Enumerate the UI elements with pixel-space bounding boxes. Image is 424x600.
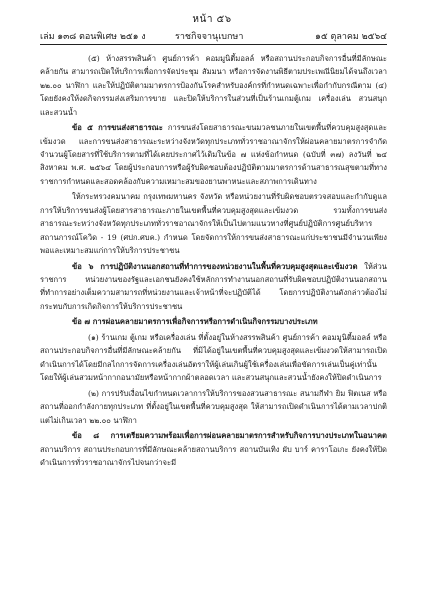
paragraph-text: (๒) การปรับเงื่อนไขกำหนดเวลาการให้บริการของสวนสาธารณะ สนามกีฬา ยิม ฟิตเนส หรือสถานที่ออกกำลังกายทุกประเภท ที่ตั้งอยู่ในเขตพื้นที่ควบคุมสูงสุด ให้สามารถเปิดดำเนินการได้ตามเวลาปกติแต่ไม่เกินเวลา ๒๒.๐๐ นาฬิกา — [40, 388, 387, 425]
paragraph-text: ให้กระทรวงคมนาคม กรุงเทพมหานคร จังหวัด หรือหน่วยงานที่รับผิดชอบตรวจสอบและกำกับดูแลการให้บริการขนส่งผู้โดยสารสาธารณะภายในเขตพื้นที่ควบคุมสูงสุดและเข้มงวด รวมทั้งการขนส่งสาธารณะระหว่างจังหวัดทุกประเภททั่วราชอาณาจักรให้เป็นไปตามแนวทางที่ศูนย์ปฏิบัติการศูนย์บริหารสถานการณ์โควิด - 19 (ศปก.ศบค.) กำหนด โดยจัดการให้การขนส่งสาธารณะแก่ประชาชนมีจำนวนเพียงพอและเหมาะสมแก่การให้บริการประชาชน — [40, 192, 387, 256]
clause-heading: ข้อ ๖ การปฏิบัติงานนอกสถานที่ทำการของหน่วยงานในพื้นที่ควบคุมสูงสุดและเข้มงวด — [72, 261, 358, 271]
paragraph-text: การขนส่งโดยสาธารณะขนมวลชนภายในเขตพื้นที่ควบคุมสูงสุดและเข้มงวด และการขนส่งสาธารณะระหว่างจังหวัดทุกประเภททั่วราชอาณาจักรให้ผ่อนคลายมาตรการจำกัดจำนวนผู้โดยสารที่ใช้บริการตามที่ได้เคยประกาศไว้เดิมในข้อ ๗ แห่งข้อกำหนด (ฉบับที่ ๓๗) ลงวันที่ ๒๔ สิงหาคม พ.ศ. ๒๕๖๔ โดยผู้ประกอบการหรือผู้รับผิดชอบต้องปฏิบัติตามมาตรการด้านสาธารณสุขตามที่ทางราชการกำหนดและสอดคล้องกับความเหมาะสมของยานพาหนะและสภาพการเดินทาง — [40, 123, 387, 186]
paragraph-text: ให้ส่วนราชการ หน่วยงานของรัฐและเอกชนยังคงใช้หลักการทำงานนอกสถานที่รับผิดชอบปฏิบัติงานนอกสถานที่ทำการอย่างเต็มความสามารถที่หน่วยงานและเจ้าหน้าที่จะปฏิบัติได้ โดยการปฏิบัติงานดังกล่าวต้องไม่กระทบกับการเกิดกิจการให้บริการประชาชน — [40, 261, 387, 311]
clause-8-preparation — [40, 429, 387, 469]
clause-heading: ข้อ ๕ การขนส่งสาธารณะ — [72, 123, 163, 133]
paragraph-item-7-2 — [40, 387, 387, 427]
paragraph-text: (๕) ห้างสรรพสินค้า ศูนย์การค้า คอมมูนิตี้มอลล์ หรือสถานประกอบกิจการอื่นที่มีลักษณะคล้ายกัน สามารถเปิดให้บริการเพื่อการจัดประชุม สัมมนา หรือการจัดงานพิธีตามประเพณีนิยมได้จนถึงเวลา ๒๒.๐๐ นาฬิกา และให้ปฏิบัติตามมาตรการป้องกันโรคสำหรับองค์กรที่กำหนดเฉพาะเพื่อกำกับกรณีตาม (๔) โดยยังคงให้งดกิจกรรมส่งเสริมการขาย และปิดให้บริการในส่วนที่เป็นร้านเกมตู้เกม เครื่องเล่น สวนสนุก และสวนน้ำ — [40, 54, 387, 117]
clause-heading: ข้อ ๘ การเตรียมความพร้อมเพื่อการผ่อนคลายมาตรการสำหรับกิจการบางประเภทในอนาคต — [72, 431, 387, 441]
clause-5-public-transport — [40, 121, 387, 188]
paragraph-text: สถานบริการ สถานประกอบการที่มีลักษณะคล้ายสถานบริการ สถานบันเทิง ผับ บาร์ คาราโอเกะ ยังคงให้ปิดดำเนินการทั่วราชอาณาจักรไปจนกว่าจะมี — [40, 444, 387, 468]
paragraph-item-5 — [40, 52, 387, 119]
clause-7-relaxation — [40, 315, 387, 328]
clause-heading: ข้อ ๗ การผ่อนคลายมาตรการเพื่อกิจการหรือการดำเนินกิจกรรมบางประเภท — [72, 317, 318, 327]
volume-issue: เล่ม ๑๓๘ ตอนพิเศษ ๒๕๑ ง — [40, 32, 146, 42]
paragraph-text: (๑) ร้านเกม ตู้เกม หรือเครื่องเล่น ที่ตั้งอยู่ในห้างสรรพสินค้า ศูนย์การค้า คอมมูนิตี้มอลล์ หรือสถานประกอบกิจการอื่นที่มีลักษณะคล้ายกัน ที่มิได้อยู่ในเขตพื้นที่ควบคุมสูงสุดและเข้มงวดให้สามารถเปิดดำเนินการได้โดยมีกลไกการจัดการเครื่องเล่นอัตราให้ผู้เล่นเกินผู้ใช้เครื่องเล่นเพื่อขัดการเล่นเป็นคู่เท่านั้น โดยให้ผู้เล่นสวมหน้ากากอนามัยหรือหน้ากากผ้าตลอดเวลา และสวนสนุกและสวนน้ำยังคงให้ปิดดำเนินการ — [40, 333, 387, 383]
header-rule — [40, 44, 387, 45]
paragraph-transport-oversight — [40, 190, 387, 257]
publication-date: ๑๕ ตุลาคม ๒๕๖๔ — [315, 32, 387, 42]
gazette-header — [40, 29, 387, 43]
publication-name: ราชกิจจานุเบกษา — [175, 32, 244, 42]
page-number: หน้า ๕๖ — [192, 14, 232, 25]
paragraph-item-7-1 — [40, 331, 387, 385]
document-body — [40, 52, 387, 472]
clause-6-remote-work — [40, 260, 387, 314]
